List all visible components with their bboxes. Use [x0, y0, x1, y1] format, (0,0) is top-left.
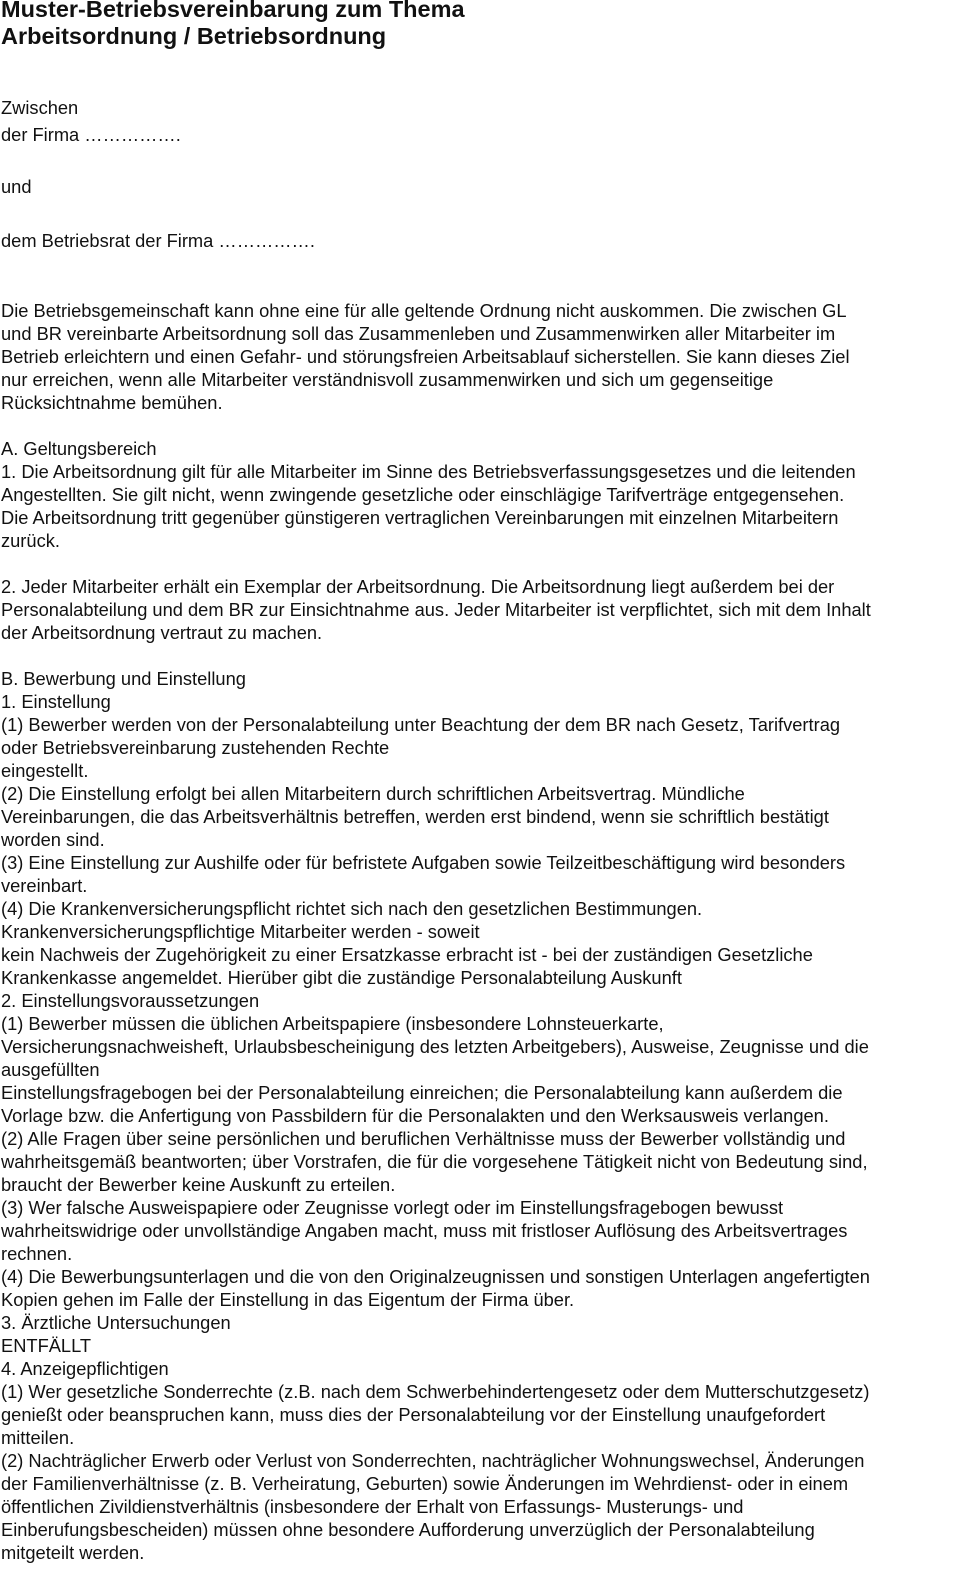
body-line: Einberufungsbescheiden) müssen ohne besondere Aufforderung unverzüglich der Personalabteilung	[1, 1519, 815, 1540]
body-line: Kopien gehen im Falle der Einstellung in das Eigentum der Firma über.	[1, 1289, 575, 1310]
body-line: 1. Die Arbeitsordnung gilt für alle Mitarbeiter im Sinne des Betriebsverfassungsgesetzes und die leitenden	[1, 461, 856, 482]
preamble-line: Die Betriebsgemeinschaft kann ohne eine für alle geltende Ordnung nicht auskommen. Die zwischen GL	[1, 300, 847, 321]
body-line: Einstellungsfragebogen bei der Personalabteilung einreichen; die Personalabteilung kann außerdem die	[1, 1082, 843, 1103]
body-line: (3) Eine Einstellung zur Aushilfe oder für befristete Aufgaben sowie Teilzeitbeschäftigung wird besonders	[1, 852, 846, 873]
body-line: der Familienverhältnisse (z. B. Verheiratung, Geburten) sowie Änderungen im Wehrdienst- oder in einem	[1, 1473, 849, 1494]
preamble-line: und BR vereinbarte Arbeitsordnung soll das Zusammenleben und Zusammenwirken aller Mitarbeiter im	[1, 323, 836, 344]
preamble-line: nur erreichen, wenn alle Mitarbeiter verständnisvoll zusammenwirken und sich um gegenseitige	[1, 369, 774, 390]
subsection-heading: 3. Ärztliche Untersuchungen	[1, 1312, 231, 1333]
body-line: Vorlage bzw. die Anfertigung von Passbildern für die Personalakten und den Werksausweis verlangen.	[1, 1105, 829, 1126]
party-company: der Firma …………….	[1, 124, 181, 145]
body-line: worden sind.	[1, 829, 105, 850]
body-line: wahrheitswidrige oder unvollständige Angaben macht, muss mit fristloser Auflösung des Arbeitsvertrages	[1, 1220, 848, 1241]
body-line: wahrheitsgemäß beantworten; über Vorstrafen, die für die vorgesehene Tätigkeit nicht von Bedeutung sind,	[1, 1151, 868, 1172]
body-line: (3) Wer falsche Ausweispapiere oder Zeugnisse vorlegt oder im Einstellungsfragebogen bewusst	[1, 1197, 784, 1218]
body-line: Versicherungsnachweisheft, Urlaubsbescheinigung des letzten Arbeitgebers), Ausweise, Zeugnisse und die	[1, 1036, 869, 1057]
body-line: zurück.	[1, 530, 60, 551]
section-heading-b: B. Bewerbung und Einstellung	[1, 668, 246, 689]
body-line: mitteilen.	[1, 1427, 75, 1448]
body-line: (2) Die Einstellung erfolgt bei allen Mitarbeitern durch schriftlichen Arbeitsvertrag. Mündliche	[1, 783, 745, 804]
body-line: öffentlichen Zivildienstverhältnis (insbesondere der Erhalt von Erfassungs- Musterungs- und	[1, 1496, 744, 1517]
body-line: oder Betriebsvereinbarung zustehenden Rechte	[1, 737, 390, 758]
body-line: ausgefüllten	[1, 1059, 100, 1080]
preamble-line: Rücksichtnahme bemühen.	[1, 392, 223, 413]
document-title-line-2: Arbeitsordnung / Betriebsordnung	[1, 23, 387, 49]
body-line: ENTFÄLLT	[1, 1335, 92, 1356]
body-line: 2. Jeder Mitarbeiter erhält ein Exemplar der Arbeitsordnung. Die Arbeitsordnung liegt außerdem bei der	[1, 576, 835, 597]
preamble-line: Betrieb erleichtern und einen Gefahr- und störungsfreien Arbeitsablauf sicherstellen. Sie kann dieses Ziel	[1, 346, 850, 367]
document-title-line-1: Muster-Betriebsvereinbarung zum Thema	[1, 0, 465, 22]
body-line: (2) Nachträglicher Erwerb oder Verlust von Sonderrechten, nachträglicher Wohnungswechsel, Änderungen	[1, 1450, 865, 1471]
body-line: kein Nachweis der Zugehörigkeit zu einer Ersatzkasse erbracht ist - bei der zuständigen Gesetzliche	[1, 944, 813, 965]
body-line: (1) Bewerber werden von der Personalabteilung unter Beachtung der dem BR nach Gesetz, Tarifvertrag	[1, 714, 841, 735]
body-line: braucht der Bewerber keine Auskunft zu erteilen.	[1, 1174, 396, 1195]
body-line: (1) Bewerber müssen die üblichen Arbeitspapiere (insbesondere Lohnsteuerkarte,	[1, 1013, 664, 1034]
body-line: (1) Wer gesetzliche Sonderrechte (z.B. nach dem Schwerbehindertengesetz oder dem Mutterschutzgesetz)	[1, 1381, 870, 1402]
party-works-council: dem Betriebsrat der Firma …………….	[1, 230, 315, 251]
subsection-heading: 4. Anzeigepflichtigen	[1, 1358, 169, 1379]
body-line: Krankenkasse angemeldet. Hierüber gibt die zuständige Personalabteilung Auskunft	[1, 967, 682, 988]
body-line: Personalabteilung und dem BR zur Einsichtnahme aus. Jeder Mitarbeiter ist verpflichtet, sich mit dem Inhalt	[1, 599, 871, 620]
body-line: (2) Alle Fragen über seine persönlichen und beruflichen Verhältnisse muss der Bewerber vollständig und	[1, 1128, 846, 1149]
subsection-heading: 2. Einstellungsvoraussetzungen	[1, 990, 260, 1011]
body-line: rechnen.	[1, 1243, 73, 1264]
body-line: Angestellten. Sie gilt nicht, wenn zwingende gesetzliche oder einschlägige Tarifverträge entgegensehen.	[1, 484, 845, 505]
party-intro: Zwischen	[1, 97, 79, 118]
body-line: mitgeteilt werden.	[1, 1542, 145, 1563]
body-line: Vereinbarungen, die das Arbeitsverhältnis betreffen, werden erst bindend, wenn sie schriftlich bestätigt	[1, 806, 829, 827]
body-line: eingestellt.	[1, 760, 89, 781]
body-line: der Arbeitsordnung vertraut zu machen.	[1, 622, 323, 643]
party-and: und	[1, 176, 32, 197]
subsection-heading: 1. Einstellung	[1, 691, 111, 712]
body-line: Krankenversicherungspflichtige Mitarbeiter werden - soweit	[1, 921, 480, 942]
body-line: vereinbart.	[1, 875, 88, 896]
section-heading-a: A. Geltungsbereich	[1, 438, 157, 459]
body-line: Die Arbeitsordnung tritt gegenüber günstigeren vertraglichen Vereinbarungen mit einzelnen Mitarbeitern	[1, 507, 839, 528]
body-line: (4) Die Krankenversicherungspflicht richtet sich nach den gesetzlichen Bestimmungen.	[1, 898, 703, 919]
body-line: genießt oder beanspruchen kann, muss dies der Personalabteilung vor der Einstellung unaufgefordert	[1, 1404, 826, 1425]
body-line: (4) Die Bewerbungsunterlagen und die von den Originalzeugnissen und sonstigen Unterlagen angefertigten	[1, 1266, 870, 1287]
